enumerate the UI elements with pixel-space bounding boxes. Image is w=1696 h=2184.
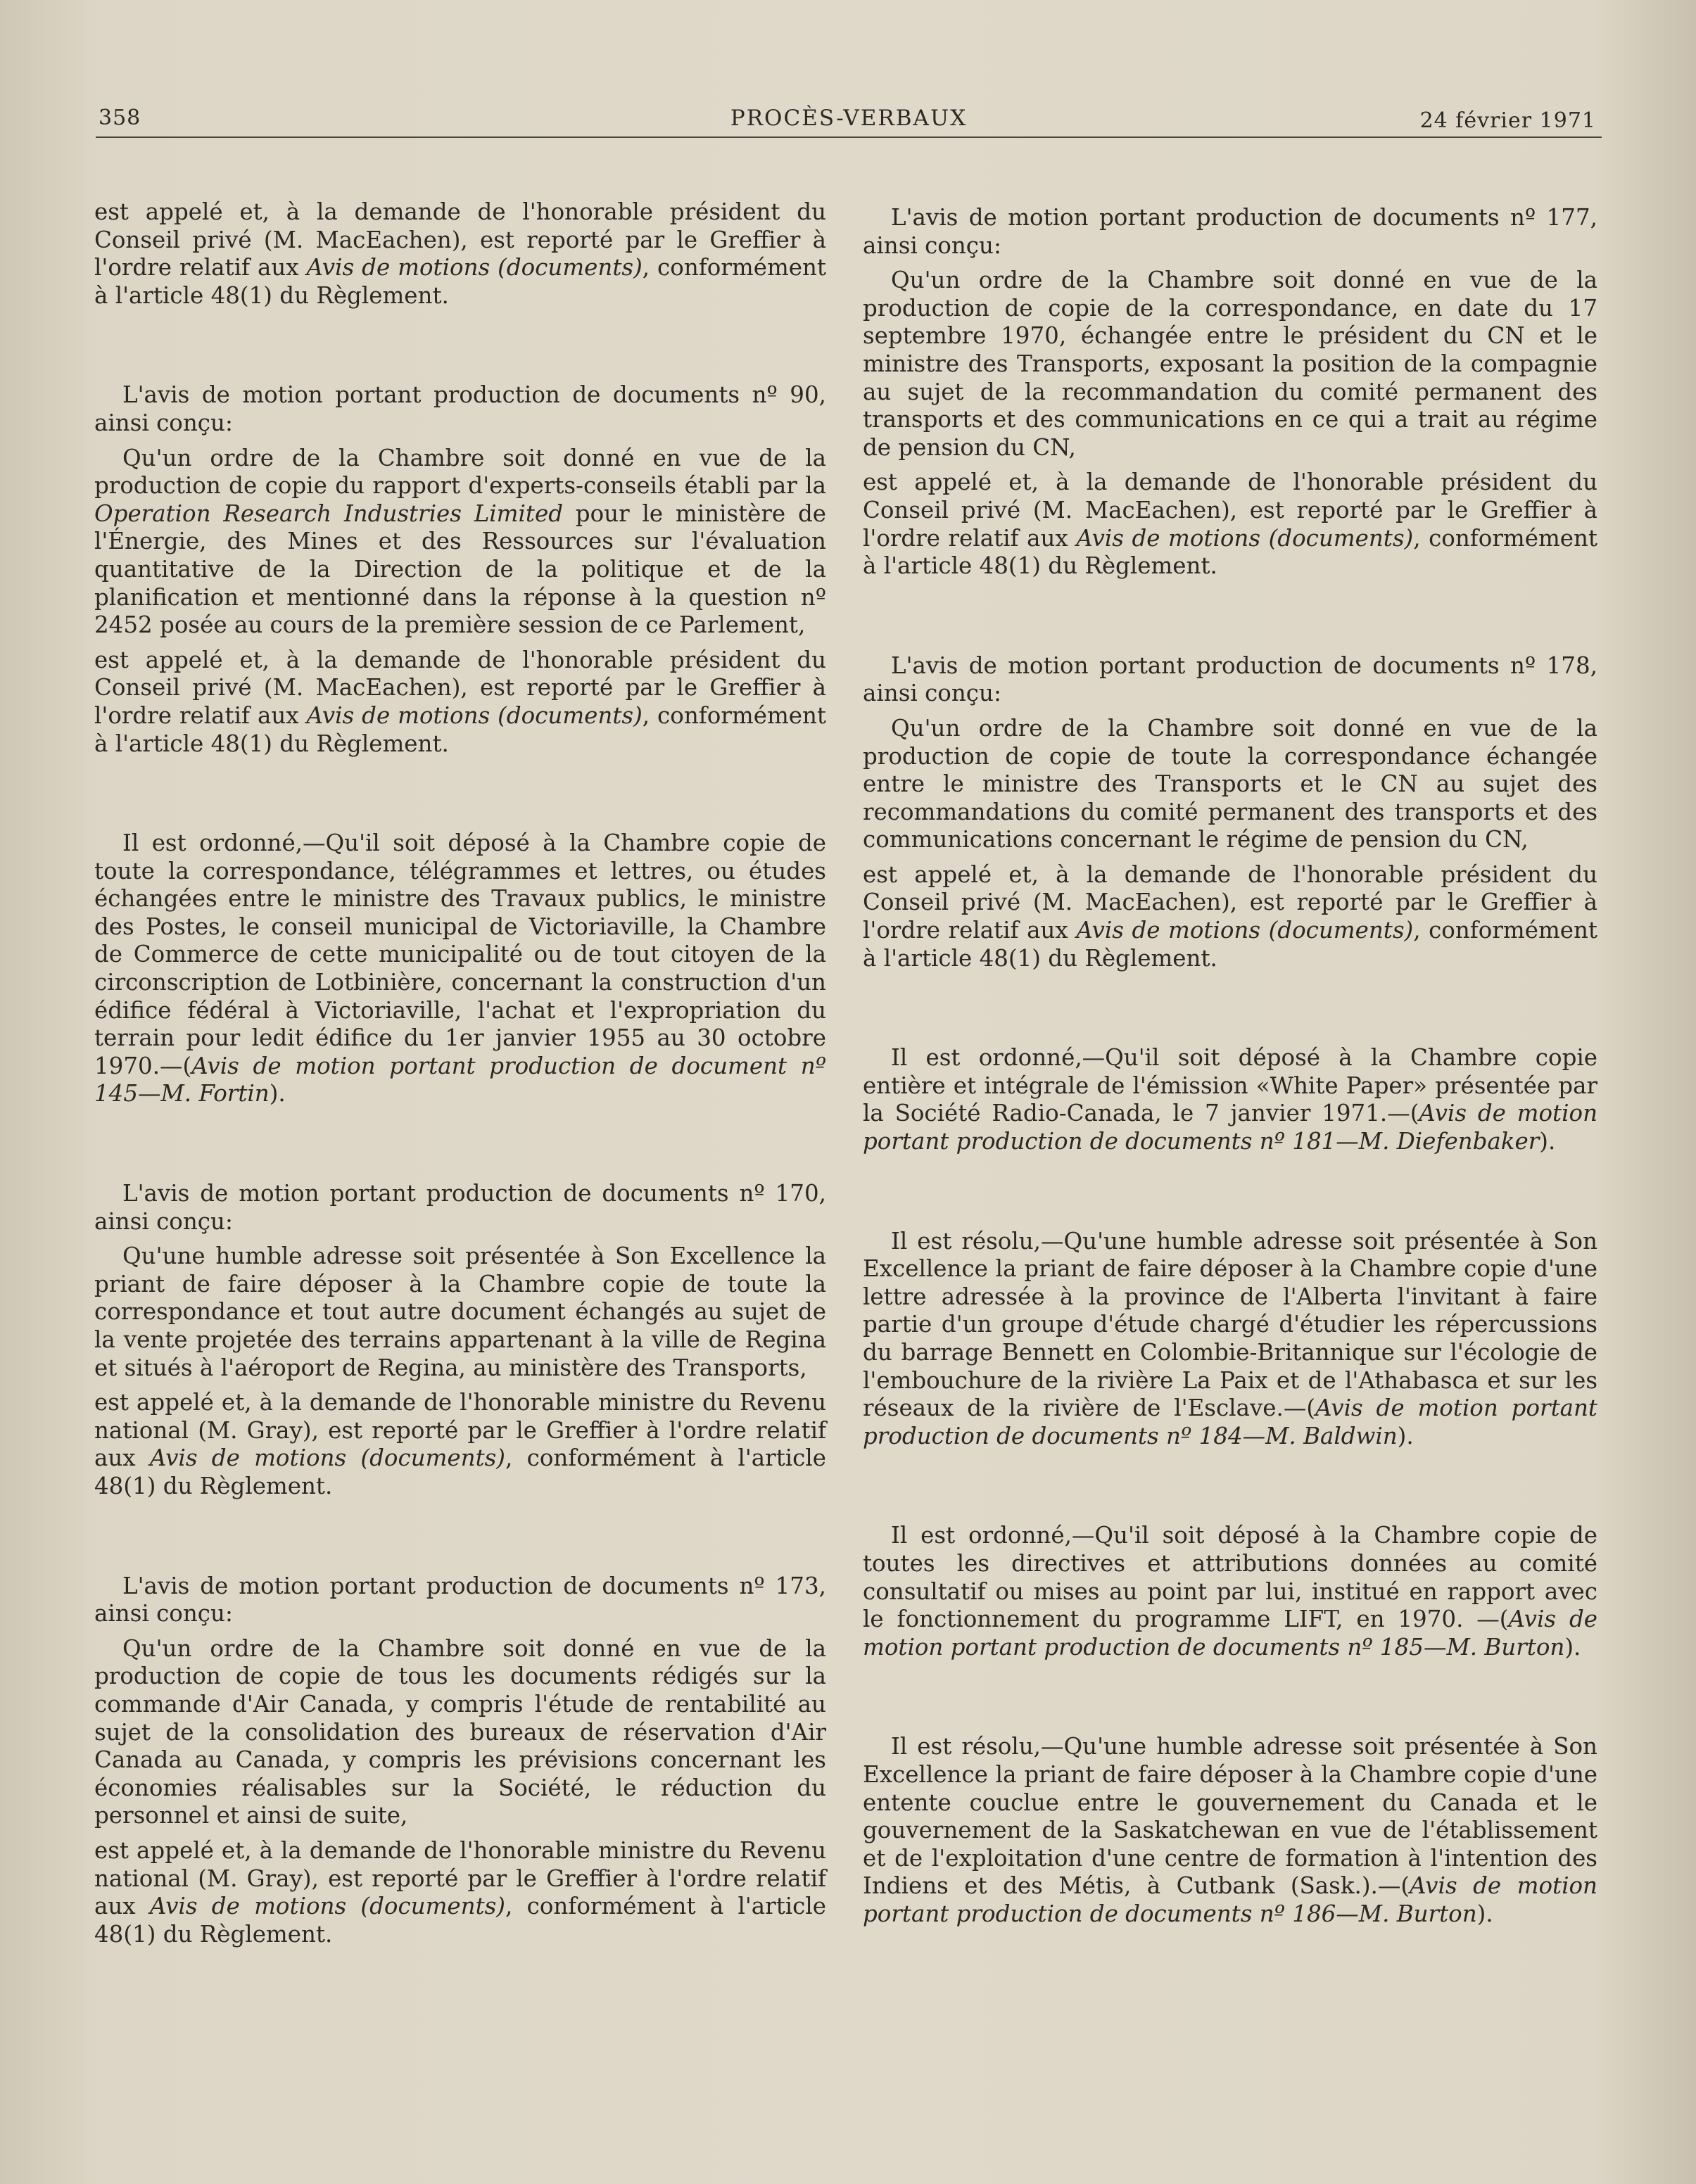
paragraph: Qu'une humble adresse soit présentée à Son Excellence la priant de faire déposer à la Chambre copie de toute la correspondance et tout autre document échangés au sujet de la vente projetée des terrains appartenant à la ville de Regina et situés à l'aéroport de Regina, au ministère des Transports,: [94, 1243, 826, 1381]
page-date: 24 février 1971: [1419, 108, 1596, 133]
paragraph: Qu'un ordre de la Chambre soit donné en vue de la production de copie de tous les documents rédigés sur la commande d'Air Canada, y compris l'étude de rentabilité au sujet de la consolidation des bureaux de réservation d'Air Canada au Canada, y compris les prévisions concernant les économies réalisables sur la Société, le réduction du personnel et ainsi de suite,: [94, 1634, 826, 1829]
paragraph: est appelé et, à la demande de l'honorable ministre du Revenu national (M. Gray), est reporté par le Greffier à l'ordre relatif aux Avis de motions (documents), conformément à l'article 48(1) du Règlement.: [94, 1836, 827, 1948]
paragraph: Qu'un ordre de la Chambre soit donné en vue de la production de copie du rapport d'experts-conseils établi par la Operation Research Industries Limited pour le ministère de l'Énergie, des Mines et des Ressources sur l'évaluation quantitative de la Direction de la politique et de la planification et mentionné dans la réponse à la question nº 2452 posée au cours de la première session de ce Parlement,: [94, 444, 826, 639]
paragraph: L'avis de motion portant production de documents nº 170, ainsi conçu:: [94, 1180, 826, 1235]
paragraph: est appelé et, à la demande de l'honorable président du Conseil privé (M. MacEachen), est reporté par le Greffier à l'ordre relatif aux Avis de motions (documents), conformément à l'article 48(1) du Règlement.: [863, 469, 1597, 580]
page-header: [96, 106, 1602, 138]
right-column: [863, 198, 1597, 1929]
paragraph: Qu'un ordre de la Chambre soit donné en vue de la production de copie de la correspondance, en date du 17 septembre 1970, échangée entre le président du CN et le ministre des Transports, exposant la position de la compagnie au sujet de la recommandation du comité permanent des transports et des communications en ce qui a trait au régime de pension du CN,: [863, 267, 1597, 461]
paragraph: L'avis de motion portant production de documents nº 90, ainsi conçu:: [94, 381, 826, 436]
paragraph: L'avis de motion portant production de documents nº 178, ainsi conçu:: [863, 652, 1597, 707]
paragraph: L'avis de motion portant production de documents nº 177, ainsi conçu:: [863, 204, 1597, 259]
paragraph: est appelé et, à la demande de l'honorable président du Conseil privé (M. MacEachen), est reporté par le Greffier à l'ordre relatif aux Avis de motions (documents), conformément à l'article 48(1) du Règlement.: [94, 646, 826, 757]
left-column: [94, 198, 826, 1948]
paragraph: est appelé et, à la demande de l'honorable président du Conseil privé (M. MacEachen), est reporté par le Greffier à l'ordre relatif aux Avis de motions (documents), conformément à l'article 48(1) du Règlement.: [863, 861, 1597, 972]
paragraph: Il est résolu,—Qu'une humble adresse soit présentée à Son Excellence la priant de faire déposer à la Chambre copie d'une entente couclue entre le gouvernement du Canada et le gouvernement de la Saskatchewan en vue de l'établissement et de l'exploitation d'une centre de formation à l'intention des Indiens et des Métis, à Cutbank (Sask.).—(Avis de motion portant production de documents nº 186—M. Burton).: [863, 1733, 1597, 1927]
page-number: 358: [99, 106, 141, 130]
paragraph: L'avis de motion portant production de documents nº 173, ainsi conçu:: [94, 1572, 826, 1627]
paragraph: Qu'un ordre de la Chambre soit donné en vue de la production de copie de toute la correspondance échangée entre le ministre des Transports et le CN au sujet des recommandations du comité permanent des transports et des communications concernant le régime de pension du CN,: [863, 714, 1597, 853]
page-title: PROCÈS-VERBAUX: [730, 106, 968, 131]
paragraph: Il est ordonné,—Qu'il soit déposé à la Chambre copie entière et intégrale de l'émission «White Paper» présentée par la Société Radio-Canada, le 7 janvier 1971.—(Avis de motion portant production de documents nº 181—M. Diefenbaker).: [863, 1044, 1598, 1155]
paragraph: est appelé et, à la demande de l'honorable ministre du Revenu national (M. Gray), est reporté par le Greffier à l'ordre relatif aux Avis de motions (documents), conformément à l'article 48(1) du Règlement.: [94, 1389, 827, 1499]
paragraph: Il est ordonné,—Qu'il soit déposé à la Chambre copie de toute la correspondance, télégrammes et lettres, ou études échangées entre le ministre des Travaux publics, le ministre des Postes, le conseil municipal de Victoriaville, la Chambre de Commerce de cette municipalité ou de tout citoyen de la circonscription de Lotbinière, concernant la construction d'un édifice fédéral à Victoriaville, l'achat et l'expropriation du terrain pour ledit édifice du 1er janvier 1955 au 30 octobre 1970.—(Avis de motion portant production de document nº 145—M. Fortin).: [94, 830, 826, 1107]
paragraph: est appelé et, à la demande de l'honorable président du Conseil privé (M. MacEachen), est reporté par le Greffier à l'ordre relatif aux Avis de motions (documents), conformément à l'article 48(1) du Règlement.: [94, 198, 826, 309]
paragraph: Il est résolu,—Qu'une humble adresse soit présentée à Son Excellence la priant de faire déposer à la Chambre copie d'une lettre adressée à la province de l'Alberta l'invitant à faire partie d'un groupe d'étude chargé d'étudier les répercussions du barrage Bennett en Colombie-Britannique sur l'écologie de l'embouchure de la rivière La Paix et de l'Athabasca et sur les réseaux de la rivière de l'Esclave.—(Avis de motion portant production de documents nº 184—M. Baldwin).: [863, 1227, 1597, 1449]
paragraph: Il est ordonné,—Qu'il soit déposé à la Chambre copie de toutes les directives et attributions données au comité consultatif ou mises au point par lui, institué en rapport avec le fonctionnement du programme LIFT, en 1970. —(Avis de motion portant production de documents nº 185—M. Burton).: [863, 1522, 1597, 1661]
